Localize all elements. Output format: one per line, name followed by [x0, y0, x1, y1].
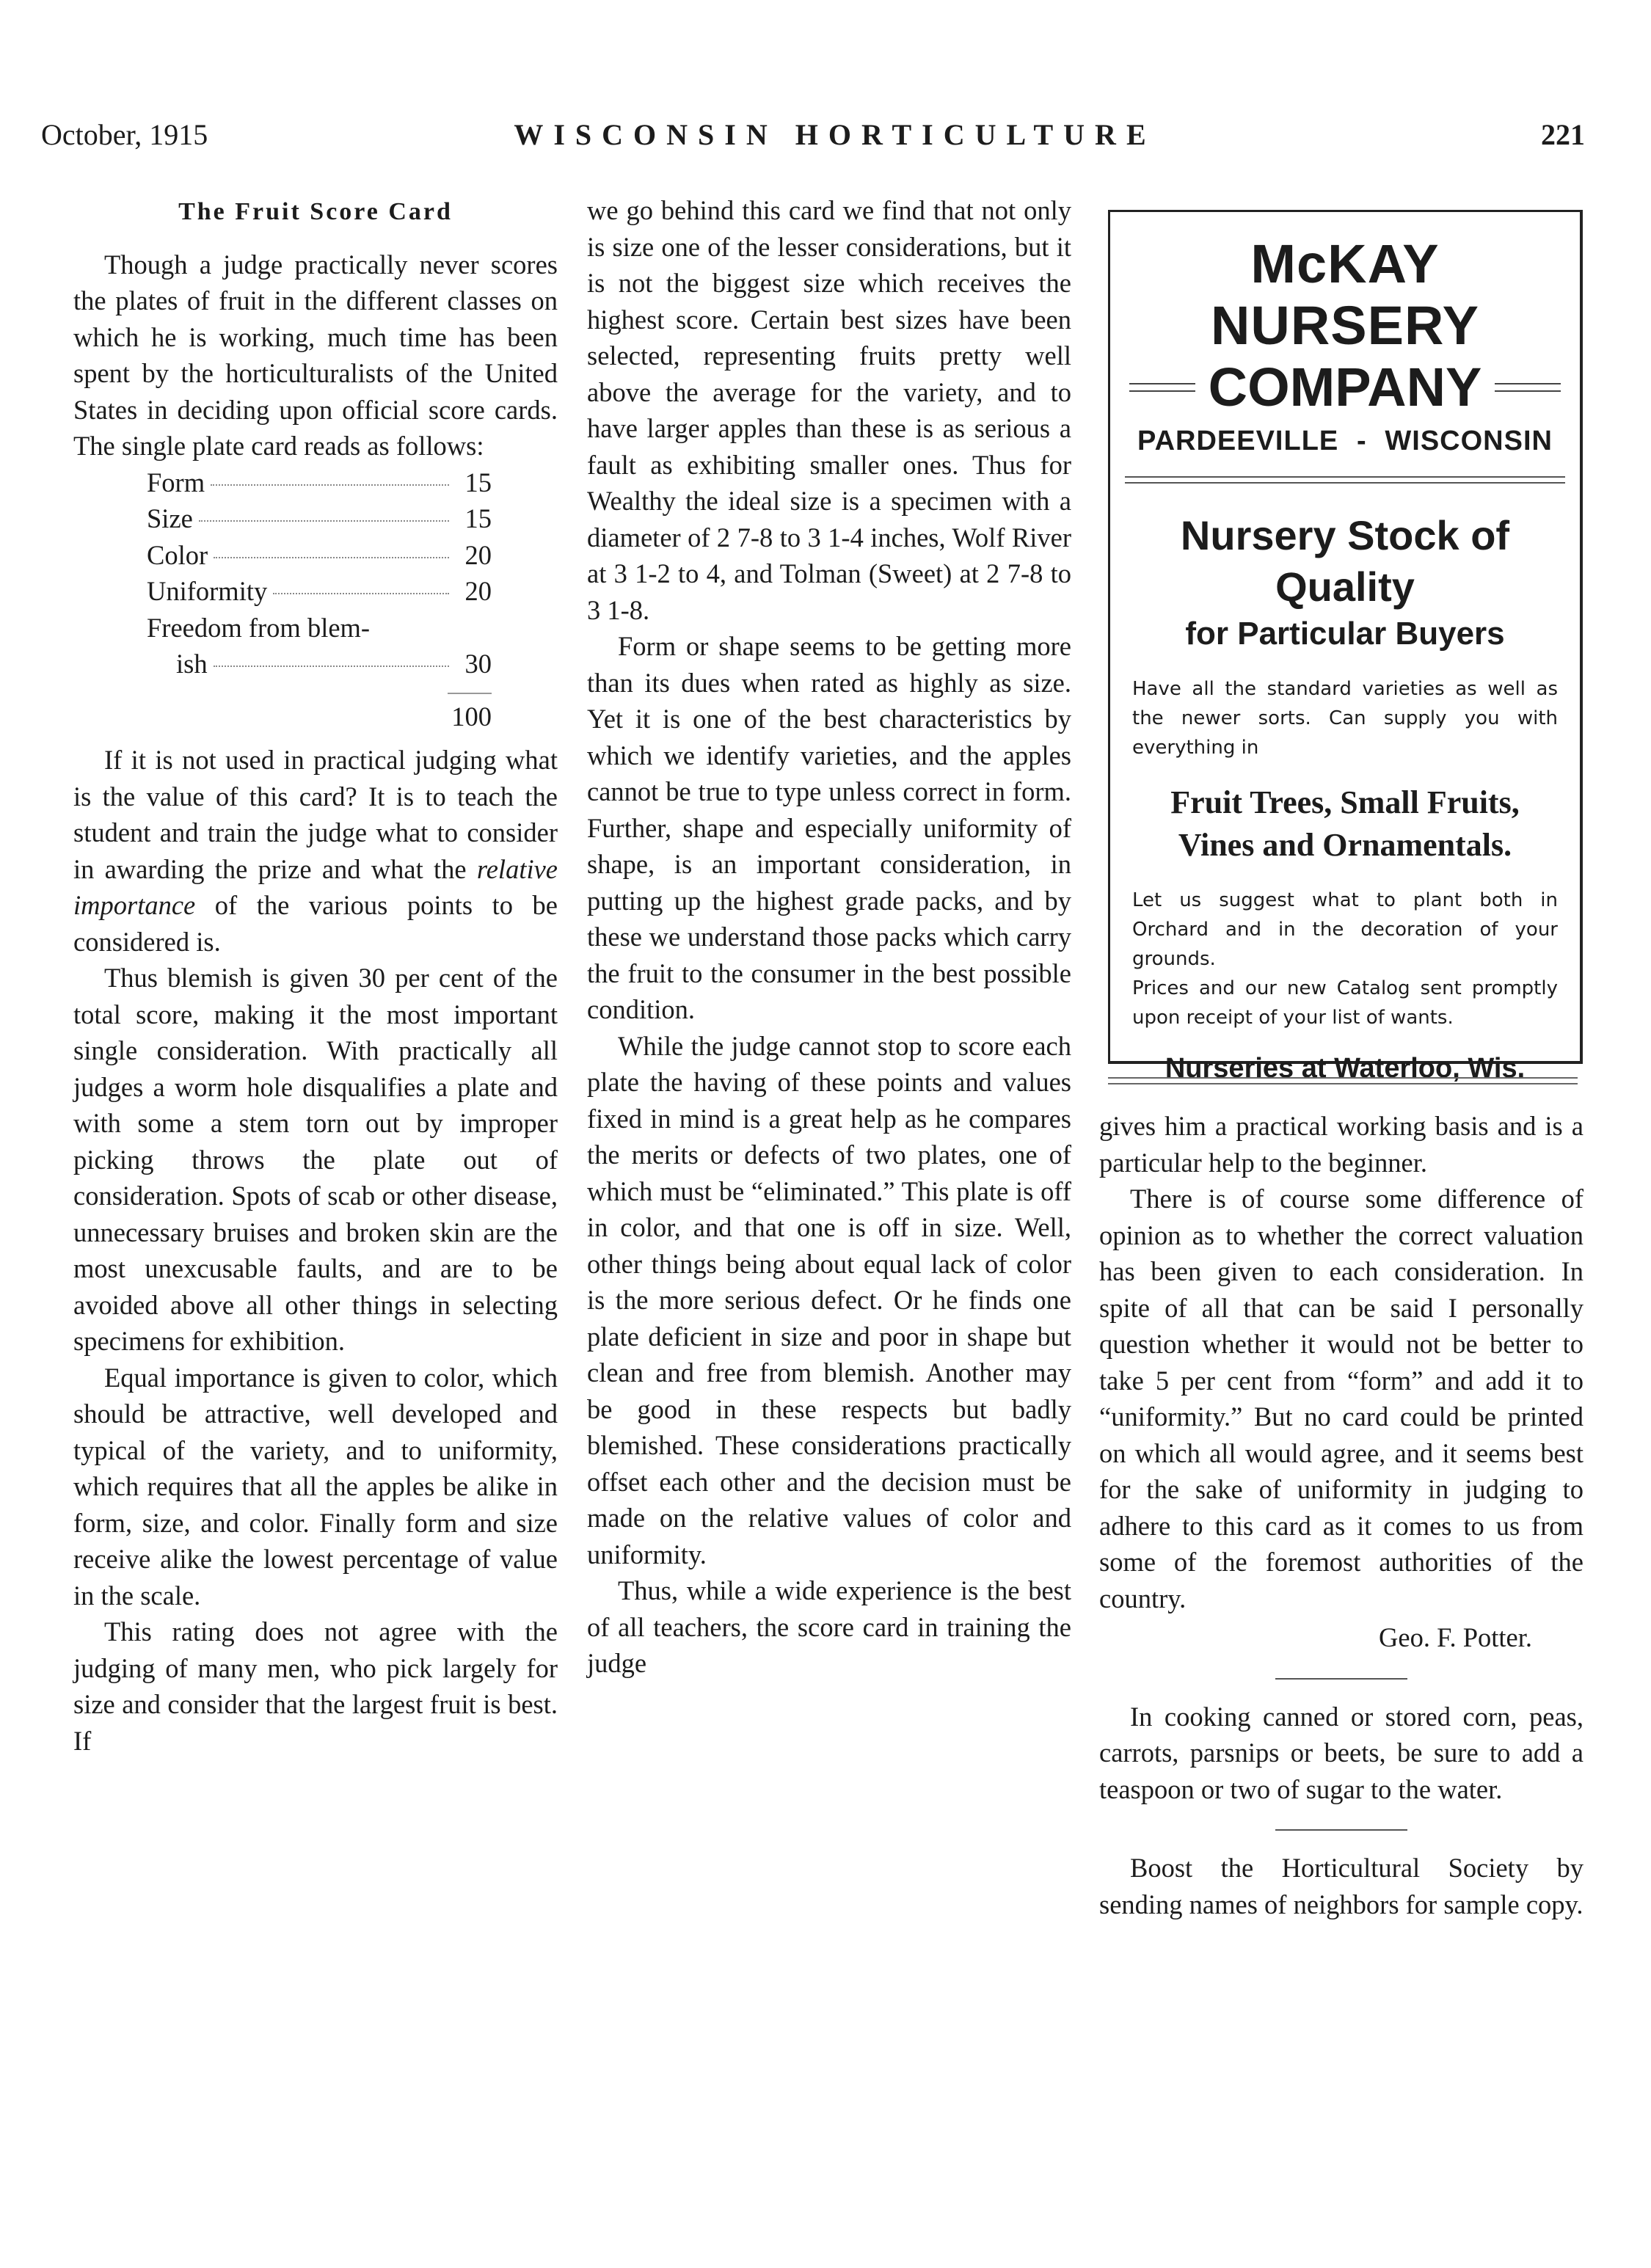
italic-text: relative importance [73, 853, 558, 920]
score-item: ish [176, 649, 208, 679]
leader-dots [199, 520, 449, 522]
score-points: 20 [464, 539, 492, 570]
ad-text-suggest: Let us suggest what to plant both in Orchard and in the decoration of your grounds. [1132, 889, 1558, 970]
paragraph-rating: This rating does not agree with the judging of many men, who pick largely for size and consider that the largest fruit is best. If [73, 1616, 558, 1756]
leader-dots [214, 666, 449, 667]
score-item: Freedom from blem- [147, 612, 371, 643]
paragraph-cooking: In cooking canned or stored corn, peas, carrots, parsnips or beets, be sure to add a teaspoon or two of sugar to the water. [1099, 1701, 1583, 1804]
ad-divider [1125, 476, 1565, 484]
ad-location [1110, 426, 1580, 457]
score-card-table [147, 464, 492, 735]
ad-footer: Nurseries at Waterloo, Wis. [1165, 1053, 1526, 1084]
ad-bottom-divider [1108, 1077, 1578, 1084]
paragraph-value-of-card [73, 742, 558, 960]
score-row [147, 500, 492, 537]
leader-dots [211, 484, 449, 486]
ad-top-border [1110, 210, 1580, 212]
issue-date: October, 1915 [41, 118, 208, 151]
column-3 [1099, 1108, 1583, 1922]
ad-products-line: Vines and Ornamentals. [1178, 827, 1512, 863]
text-run: If it is not used in practical judging what is the value of this card? It is to teach the student and train the judge what to consider in awarding the prize and what the [73, 745, 558, 884]
ad-city: PARDEEVILLE [1137, 426, 1339, 456]
article-title: The Fruit Score Card [178, 198, 453, 225]
section-divider [1275, 1678, 1407, 1680]
leader-dots [273, 593, 449, 594]
score-points: 15 [464, 467, 492, 497]
paragraph-boost: Boost the Horticultural Society by sending names of neighbors for sample copy. [1099, 1853, 1583, 1919]
score-row [147, 537, 492, 574]
paragraph-form: Form or shape seems to be getting more than its dues when rated as highly as size. Yet it is one of the best characteristics by which we identify varieties, and the apples cannot be true to type unless correct in form. Further, shape and especially uniformity of shape, is an important consideration, in putting up the highest grade packs, and by these we understand those packs which carry the fruit to the consumer in the best possible condition. [587, 631, 1071, 1024]
page-number: 221 [1541, 118, 1585, 151]
column-1 [73, 192, 558, 1759]
ad-text-prices: Prices and our new Catalog sent promptly upon receipt of your list of wants. [1132, 977, 1558, 1029]
decorative-rule [1129, 383, 1195, 392]
paragraph-blemish: Thus blemish is given 30 per cent of the total score, making it the most important single consideration. With practically all judges a worm hole disqualifies a plate and with some a stem torn out by improper picking throws the plate out of consideration. Spots of scab or other disease, unnecessary bruises and broken skin are the most unexcusable faults, and are to be avoided above all other things in selecting specimens for exhibition. [73, 963, 558, 1356]
score-item: Size [147, 503, 193, 533]
score-item: Uniformity [147, 576, 268, 606]
score-row [147, 464, 492, 501]
ad-products [1110, 781, 1580, 867]
ad-text-varieties: Have all the standard varieties as well as the newer sorts. Can supply you with everything in [1132, 678, 1558, 759]
decorative-rule [1495, 383, 1561, 392]
ad-headline [1110, 510, 1580, 613]
paragraph-while: While the judge cannot stop to score each plate the having of these points and values fixed in mind is a great help as he compares the merits or defects of two plates, one of which must be “eliminated.” This plate is off in color, and that one is off in size. Well, other things being about equal lack of color is the more serious defect. Or he finds one plate deficient in size and poor in shape but clean and free from blemish. Another may be good in these respects but badly blemished. These considerations practically offset each other and the decision must be made on the relative values of color and uniformity. [587, 1030, 1071, 1569]
ad-state: WISCONSIN [1385, 426, 1553, 456]
score-points: 20 [464, 576, 492, 606]
section-divider [1275, 1829, 1407, 1831]
ad-headline-line: Nursery Stock of [1180, 512, 1510, 558]
score-row [147, 646, 492, 682]
leader-dots [214, 557, 449, 558]
ad-company-name: McKAY NURSERY [1210, 233, 1480, 356]
score-points: 15 [464, 503, 492, 533]
ad-products-line: Fruit Trees, Small Fruits, [1170, 784, 1520, 820]
score-item: Color [147, 539, 208, 570]
nursery-advertisement [1108, 210, 1583, 1084]
text-run: of the various points to be considered is. [73, 890, 558, 957]
score-row [147, 573, 492, 610]
ad-headline-line: Quality [1275, 564, 1415, 610]
score-total: 100 [451, 701, 492, 732]
paragraph-intro: Though a judge practically never scores the plates of fruit in the different classes on which he is working, much time has been spent by the horticulturalists of the United States in deciding upon official score cards. The single plate card reads as follows: [73, 249, 558, 461]
total-rule [448, 693, 492, 694]
score-item: Form [147, 467, 205, 497]
ad-company-word: COMPANY [1208, 357, 1482, 417]
author-signature: Geo. F. Potter. [1379, 1622, 1532, 1652]
paragraph-there: There is of course some difference of opinion as to whether the correct valuation has been given to each consideration. In spite of all that can be said I personally question whether it would not be better to take 5 per cent from “form” and add it to “uniformity.” But no card could be printed on which all would agree, and it seems best for the sake of uniformity in judging to adhere to this card as it comes to us from some of the foremost authorities of the country. [1099, 1184, 1583, 1614]
paragraph-equal-importance: Equal importance is given to color, which should be attractive, well developed and typical of the variety, and to uniformity, which requires that all the apples be alike in form, size, and color. Finally form and size receive alike the lowest percentage of value in the scale. [73, 1362, 558, 1611]
ad-company-line [1110, 357, 1580, 418]
ad-location-separator: - [1357, 426, 1367, 456]
ad-subheadline: for Particular Buyers [1185, 616, 1505, 652]
paragraph-gives: gives him a practical working basis and is a particular help to the beginner. [1099, 1111, 1583, 1178]
paragraph-thus: Thus, while a wide experience is the best of all teachers, the score card in training the judge [587, 1575, 1071, 1678]
publication-title: WISCONSIN HORTICULTURE [514, 118, 1156, 151]
page-header [41, 117, 1585, 161]
column-2 [587, 192, 1071, 1682]
score-row [147, 610, 492, 646]
paragraph-continued: we go behind this card we find that not only is size one of the lesser considerations, but it is not the biggest size which receives the highest score. Certain best sizes have been selected, representing fruits pretty well above the average for the variety, and to have larger apples than these is as serious a fault as exhibiting smaller ones. Thus for Wealthy the ideal size is a specimen with a diameter of 2 7-8 to 3 1-4 inches, Wolf River at 3 1-2 to 4, and Tolman (Sweet) at 2 7-8 to 3 1-8. [587, 195, 1071, 625]
score-points: 30 [464, 649, 492, 679]
